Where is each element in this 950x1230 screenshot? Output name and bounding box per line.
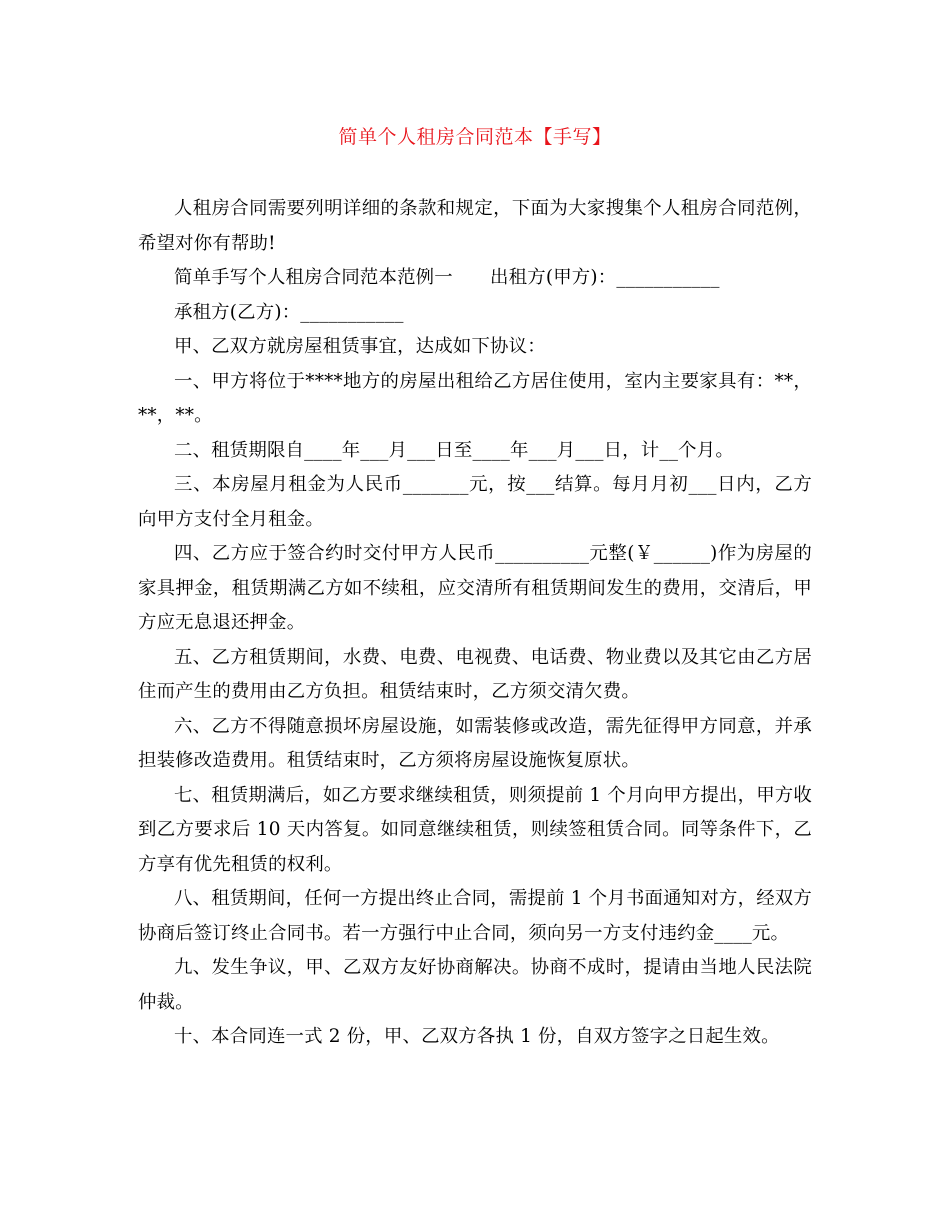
clause-2: 二、租赁期限自____年___月___日至____年___月___日，计__个月。 <box>174 439 734 461</box>
clause-3: 三、本房屋月租金为人民币_______元，按___结算。每月月初___日内，乙方向甲方支付全月租金。 <box>138 474 812 530</box>
clause-1: 一、甲方将位于****地方的房屋出租给乙方居住使用，室内主要家具有：**，**，**。 <box>138 370 812 426</box>
clause-7: 七、租赁期满后，如乙方要求继续租赁，则须提前 1 个月向甲方提出，甲方收到乙方要求后 10 天内答复。如同意继续租赁，则续签租赁合同。同等条件下，乙方享有优先租赁的权利。 <box>138 784 812 875</box>
paragraph-intro: 人租房合同需要列明详细的条款和规定，下面为大家搜集个人租房合同范例，希望对你有帮助! <box>138 198 812 254</box>
paragraph-lessee: 承租方(乙方)：___________ <box>174 301 404 323</box>
paragraph-lessor: 简单手写个人租房合同范本范例一 出租方(甲方)：___________ <box>174 267 720 288</box>
clause-6: 六、乙方不得随意损坏房屋设施，如需装修或改造，需先征得甲方同意，并承担装修改造费用。租赁结束时，乙方须将房屋设施恢复原状。 <box>138 715 812 771</box>
clause-8: 八、租赁期间，任何一方提出终止合同，需提前 1 个月书面通知对方，经双方协商后签订终止合同书。若一方强行中止合同，须向另一方支付违约金____元。 <box>138 888 812 944</box>
document-body <box>138 192 812 1055</box>
paragraph-agreement: 甲、乙双方就房屋租赁事宜，达成如下协议： <box>174 336 546 357</box>
document-title: 简单个人租房合同范本【手写】 <box>338 126 612 148</box>
clause-9: 九、发生争议，甲、乙双方友好协商解决。协商不成时，提请由当地人民法院仲裁。 <box>138 957 812 1013</box>
clause-10: 十、本合同连一式 2 份，甲、乙双方各执 1 份，自双方签字之日起生效。 <box>174 1026 780 1047</box>
clause-4: 四、乙方应于签合约时交付甲方人民币__________元整(￥______)作为房屋的家具押金，租赁期满乙方如不续租，应交清所有租赁期间发生的费用，交清后，甲方应无息退还押金。 <box>138 543 812 633</box>
clause-5: 五、乙方租赁期间，水费、电费、电视费、电话费、物业费以及其它由乙方居住而产生的费用由乙方负担。租赁结束时，乙方须交清欠费。 <box>138 646 812 702</box>
